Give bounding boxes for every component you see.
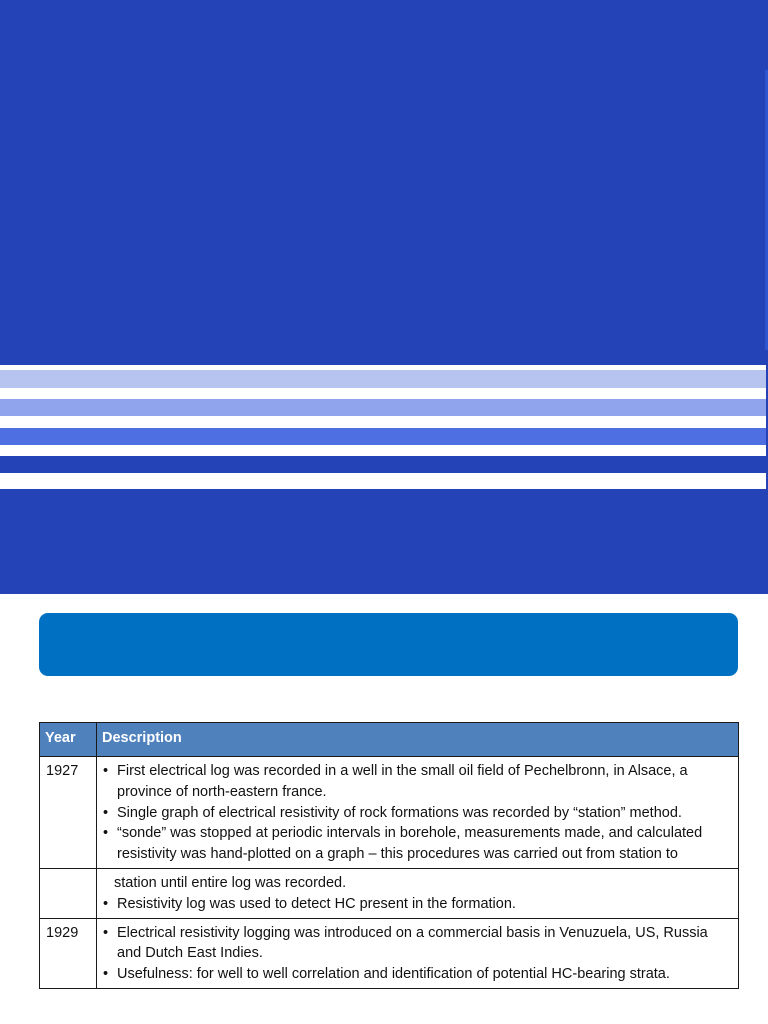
list-item: • “sonde” was stopped at periodic intervals in borehole, measurements made, and calculated resistivity was hand-plotted on a graph – this procedures was carried out from station to: [101, 823, 734, 865]
column-header-year: Year: [40, 723, 97, 757]
banner-stripe: [0, 370, 766, 388]
title-bar: [39, 613, 738, 676]
history-table: [39, 722, 739, 989]
bullet-list: [101, 894, 734, 915]
banner-stripe: [0, 473, 766, 489]
bullet-list: [101, 761, 734, 865]
year-cell: [40, 868, 97, 918]
table-row: [40, 757, 739, 869]
bullet-list: [101, 923, 734, 985]
year-cell: 1927: [40, 757, 97, 869]
continued-text: station until entire log was recorded.: [114, 874, 347, 891]
list-item: • Electrical resistivity logging was introduced on a commercial basis in Venuzuela, US, Russia and Dutch East Indies.: [101, 923, 734, 965]
description-cell: [97, 918, 739, 988]
banner-stripe: [0, 388, 766, 399]
column-header-description: Description: [97, 723, 739, 757]
banner-stripe: [0, 416, 766, 428]
list-item: • Usefulness: for well to well correlation and identification of potential HC-bearing strata.: [101, 964, 734, 985]
list-item: • Single graph of electrical resistivity of rock formations was recorded by “station” method.: [101, 803, 734, 824]
banner-stripe: [0, 456, 766, 473]
banner-stripe: [0, 445, 766, 456]
banner-stripe: [0, 428, 766, 445]
table-row: [40, 918, 739, 988]
description-cell: [97, 868, 739, 918]
year-cell: 1929: [40, 918, 97, 988]
table-header-row: [40, 723, 739, 757]
table-row: [40, 868, 739, 918]
list-item: • First electrical log was recorded in a well in the small oil field of Pechelbronn, in Alsace, a province of north-eastern france.: [101, 761, 734, 803]
description-cell: [97, 757, 739, 869]
banner-stripe: [0, 399, 766, 416]
list-item: • Resistivity log was used to detect HC present in the formation.: [101, 894, 734, 915]
